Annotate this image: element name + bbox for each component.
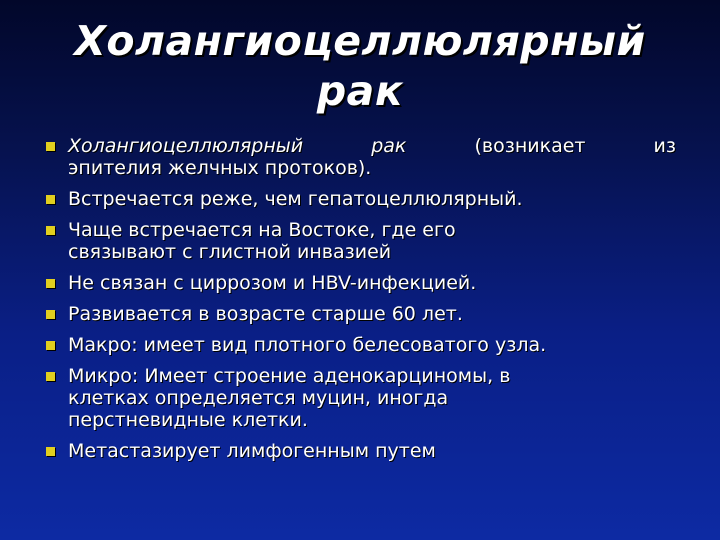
bullet-7-line-1: Микро: Имеет строение аденокарциномы, в [68, 365, 511, 387]
bullet-2-text: Встречается реже, чем гепатоцеллюлярный. [68, 188, 523, 210]
square-bullet-icon [46, 341, 55, 350]
slide-title-line-1: Холангиоцеллюлярный [74, 17, 646, 65]
bullet-7-line-2: клетках определяется муцин, иногда [68, 387, 449, 409]
square-bullet-icon [46, 447, 55, 456]
bullet-1-rest-1: (возникает из [474, 135, 677, 157]
slide-title-line-2: рак [316, 67, 404, 115]
square-bullet-icon [46, 279, 55, 288]
slide-title [0, 16, 720, 116]
bullet-item-4 [46, 272, 676, 294]
bullet-item-8 [46, 440, 676, 462]
bullet-1-line-1 [68, 135, 676, 157]
square-bullet-icon [46, 372, 55, 381]
square-bullet-icon [46, 226, 55, 235]
bullet-item-1 [46, 135, 676, 179]
square-bullet-icon [46, 195, 55, 204]
bullet-5-text: Развивается в возрасте старше 60 лет. [68, 303, 463, 325]
square-bullet-icon [46, 310, 55, 319]
bullet-3-line-2: связывают с глистной инвазией [68, 241, 392, 263]
bullet-1-rest-2: эпителия желчных протоков). [68, 157, 372, 179]
bullet-item-3 [46, 219, 676, 263]
bullet-item-5 [46, 303, 676, 325]
bullet-list [46, 135, 676, 471]
bullet-1-italic: Холангиоцеллюлярный рак [68, 135, 407, 157]
bullet-4-text: Не связан с циррозом и HBV-инфекцией. [68, 272, 477, 294]
square-bullet-icon [46, 142, 55, 151]
bullet-item-2 [46, 188, 676, 210]
bullet-3-line-1: Чаще встречается на Востоке, где его [68, 219, 456, 241]
bullet-8-text: Метастазирует лимфогенным путем [68, 440, 436, 462]
bullet-7-line-3: перстневидные клетки. [68, 409, 308, 431]
bullet-6-text: Макро: имеет вид плотного белесоватого узла. [68, 334, 547, 356]
bullet-item-7 [46, 365, 676, 431]
bullet-item-6 [46, 334, 676, 356]
